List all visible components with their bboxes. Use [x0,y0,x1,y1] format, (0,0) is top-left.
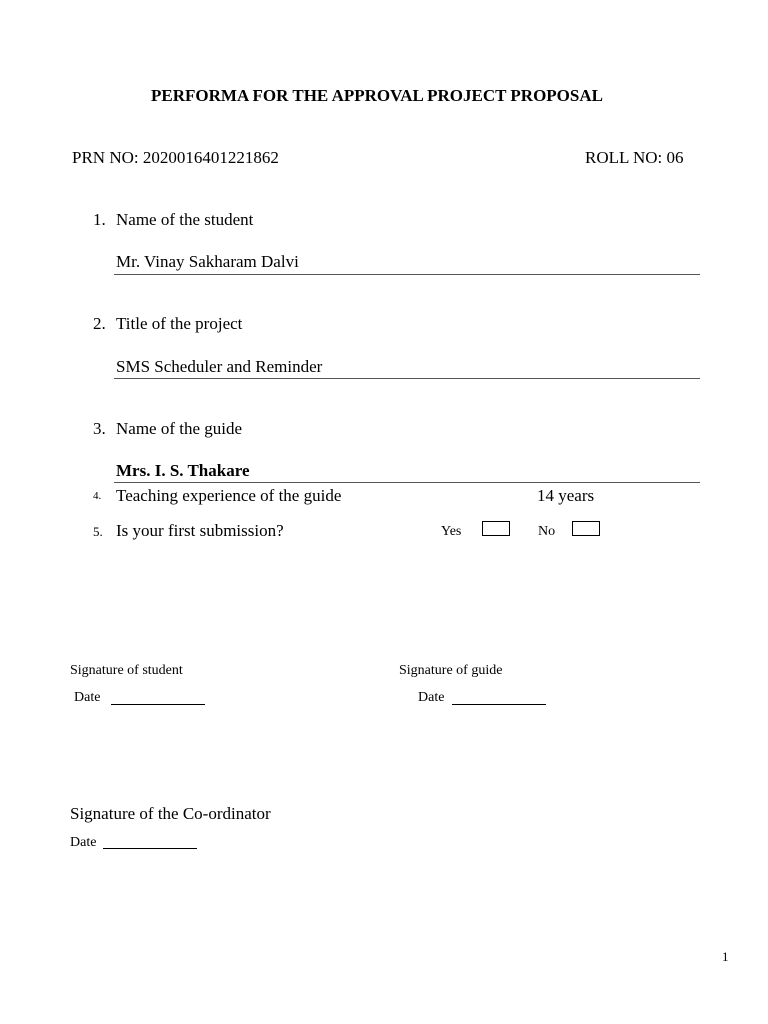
coordinator-signature-label: Signature of the Co-ordinator [70,804,271,823]
student-name-underline [114,274,700,275]
project-title-underline [114,378,700,379]
student-signature-label: Signature of student [70,663,183,678]
coordinator-date-label: Date [70,835,97,850]
item-4-label: Teaching experience of the guide [116,486,342,505]
item-3-number: 3. [93,419,106,438]
item-2-number: 2. [93,314,106,333]
item-1-label: Name of the student [116,210,254,229]
item-5-label: Is your first submission? [116,521,284,540]
guide-date-line[interactable] [452,704,546,705]
prn-number: PRN NO: 2020016401221862 [72,148,279,167]
yes-option-label: Yes [441,524,462,539]
item-3-label: Name of the guide [116,419,243,438]
roll-number: ROLL NO: 06 [585,148,684,167]
guide-signature-label: Signature of guide [399,663,503,678]
yes-checkbox[interactable] [482,521,510,536]
guide-name-underline [114,482,700,483]
no-option-label: No [538,524,556,539]
coordinator-date-line[interactable] [103,848,197,849]
page-title: PERFORMA FOR THE APPROVAL PROJECT PROPOSAL [151,86,603,105]
item-5-number: 5. [93,524,103,539]
item-4-number: 4. [93,490,102,502]
student-date-line[interactable] [111,704,205,705]
page-number: 1 [722,949,729,964]
item-2-label: Title of the project [116,314,243,333]
no-checkbox[interactable] [572,521,600,536]
project-title-value: SMS Scheduler and Reminder [116,357,323,376]
student-date-label: Date [74,690,101,705]
item-1-number: 1. [93,210,106,229]
student-name-value: Mr. Vinay Sakharam Dalvi [116,252,299,271]
guide-name-value: Mrs. I. S. Thakare [116,461,250,480]
guide-experience-value: 14 years [537,486,595,505]
guide-date-label: Date [418,690,445,705]
